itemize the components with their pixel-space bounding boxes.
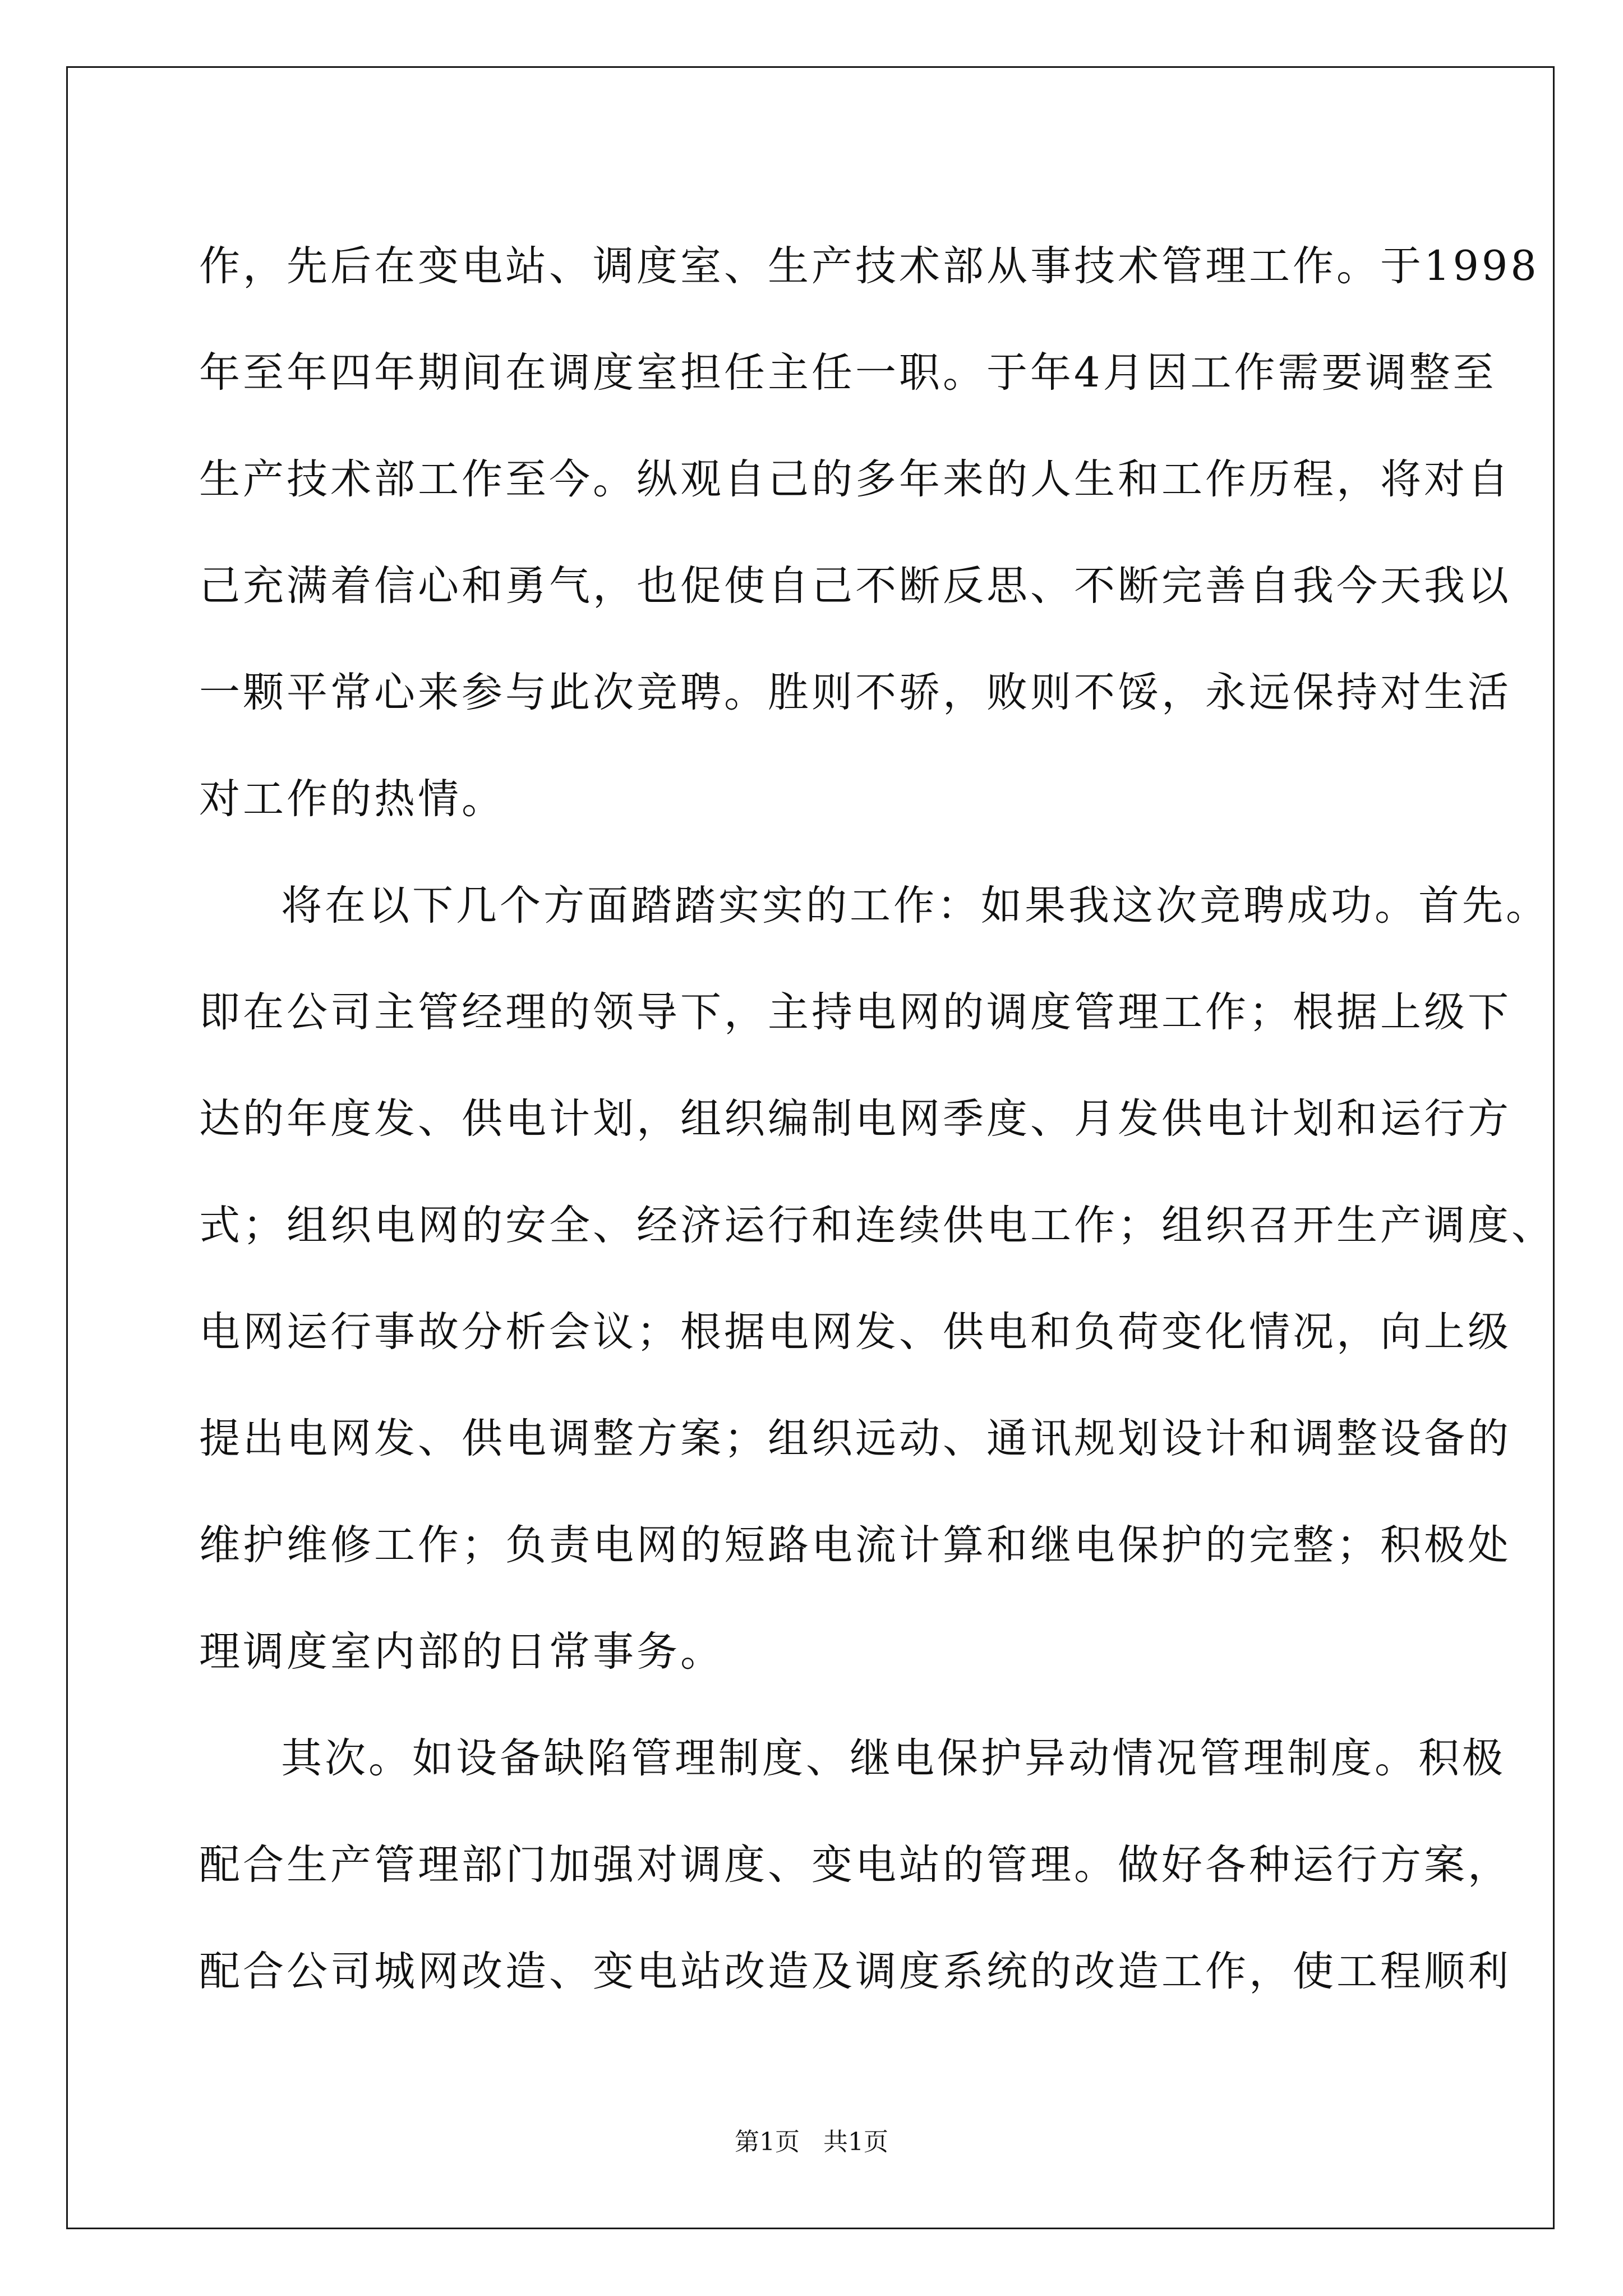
text-line: 式；组织电网的安全、经济运行和连续供电工作；组织召开生产调度、 <box>199 1202 1555 1249</box>
text-line: 配合公司城网改造、变电站改造及调度系统的改造工作，使工程顺利 <box>199 1948 1511 1995</box>
page-number-footer: 第1页 共1页 <box>735 2128 888 2156</box>
text-line: 作，先后在变电站、调度室、生产技术部从事技术管理工作。于1998 <box>199 242 1539 290</box>
text-line: 理调度室内部的日常事务。 <box>199 1628 724 1676</box>
text-line: 一颗平常心来参与此次竞聘。胜则不骄，败则不馁，永远保持对生活 <box>199 669 1511 716</box>
text-line: 配合生产管理部门加强对调度、变电站的管理。做好各种运行方案， <box>199 1841 1511 1889</box>
document-body <box>199 213 1555 2025</box>
text-line: 己充满着信心和勇气，也促使自己不断反思、不断完善自我今天我以 <box>199 562 1511 610</box>
text-line: 提出电网发、供电调整方案；组织远动、通讯规划设计和调整设备的 <box>199 1415 1511 1462</box>
text-line: 即在公司主管经理的领导下，主持电网的调度管理工作；根据上级下 <box>199 988 1511 1036</box>
text-line: 对工作的热情。 <box>199 775 505 823</box>
text-line: 年至年四年期间在调度室担任主任一职。于年4月因工作需要调整至 <box>199 349 1497 397</box>
text-line: 维护维修工作；负责电网的短路电流计算和继电保护的完整；积极处 <box>199 1521 1511 1569</box>
text-line: 达的年度发、供电计划，组织编制电网季度、月发供电计划和运行方 <box>199 1095 1511 1143</box>
text-line: 电网运行事故分析会议；根据电网发、供电和负荷变化情况，向上级 <box>199 1308 1511 1356</box>
text-line: 生产技术部工作至今。纵观自己的多年来的人生和工作历程，将对自 <box>199 455 1511 503</box>
text-line: 将在以下几个方面踏踏实实的工作：如果我这次竞聘成功。首先。 <box>281 882 1550 930</box>
text-line: 其次。如设备缺陷管理制度、继电保护异动情况管理制度。积极 <box>281 1734 1506 1782</box>
